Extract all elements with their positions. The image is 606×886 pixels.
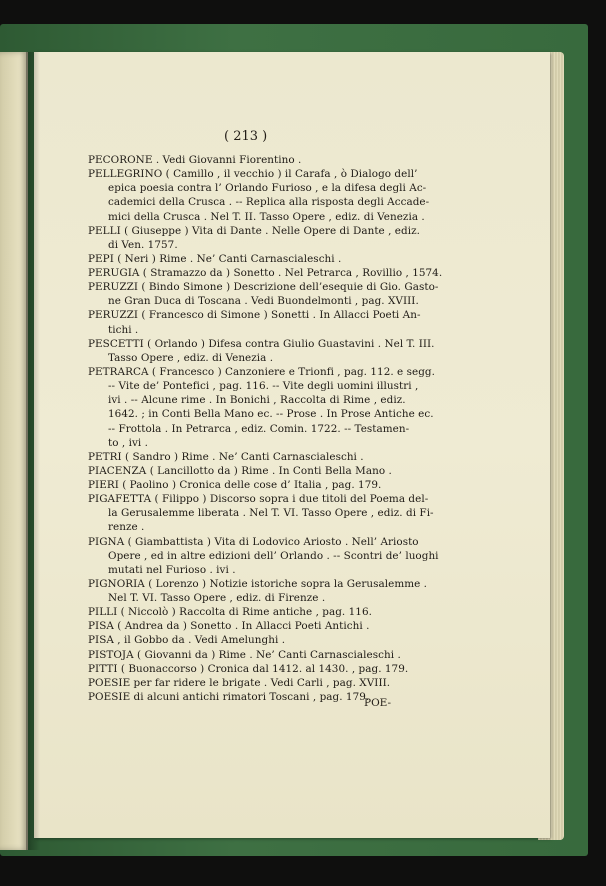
index-entry-line: PIGNA ( Giambattista ) Vita di Lodovico Ariosto . Nell’ Ariosto bbox=[88, 535, 419, 548]
index-entry-line: ivi . -- Alcune rime . In Bonichi , Raccolta di Rime , ediz. bbox=[108, 394, 406, 407]
index-entry-line: PIGAFETTA ( Filippo ) Discorso sopra i due titoli del Poema del- bbox=[88, 493, 429, 506]
index-entry-line: PECORONE . Vedi Giovanni Fiorentino . bbox=[88, 154, 302, 166]
index-entry-line: PELLEGRINO ( Camillo , il vecchio ) il Carafa , ò Dialogo dell’ bbox=[88, 168, 418, 181]
index-entry-line: tichi . bbox=[108, 323, 139, 336]
index-entry-line: PISA , il Gobbo da . Vedi Amelunghi . bbox=[88, 634, 286, 647]
index-entry-line: PERUZZI ( Bindo Simone ) Descrizione dell’esequie di Gio. Gasto- bbox=[88, 281, 439, 294]
index-entry-line: PERUZZI ( Francesco di Simone ) Sonetti . In Allacci Poeti An- bbox=[88, 309, 421, 322]
index-entry-line: Opere , ed in altre edizioni dell’ Orlando . -- Scontri de’ luoghi bbox=[108, 549, 439, 562]
index-entry-line: PETRI ( Sandro ) Rime . Ne’ Canti Carnascialeschi . bbox=[88, 450, 364, 463]
index-entry-line: PELLI ( Giuseppe ) Vita di Dante . Nelle Opere di Dante , ediz. bbox=[88, 224, 420, 237]
index-entry-line: PISTOJA ( Giovanni da ) Rime . Ne’ Canti Carnascialeschi . bbox=[88, 648, 401, 661]
index-entry-line: PISA ( Andrea da ) Sonetto . In Allacci Poeti Antichi . bbox=[88, 620, 370, 633]
page-gutter-shadow bbox=[26, 52, 40, 850]
index-entry-line: epica poesia contra l’ Orlando Furioso , e la difesa degli Ac- bbox=[108, 182, 427, 195]
index-entry-line: cademici della Crusca . -- Replica alla risposta degli Accade- bbox=[108, 196, 430, 209]
index-entry-line: mutati nel Furioso . ivi . bbox=[108, 563, 236, 576]
index-entry-line: mici della Crusca . Nel T. II. Tasso Opere , ediz. di Venezia . bbox=[108, 210, 425, 223]
page-number: ( 213 ) bbox=[224, 129, 268, 144]
index-entry-line: -- Vite de’ Pontefici , pag. 116. -- Vite degli uomini illustri , bbox=[108, 380, 419, 393]
index-entry-line: renze . bbox=[108, 521, 145, 534]
catchword: POE- bbox=[364, 697, 392, 709]
index-entry-line: PETRARCA ( Francesco ) Canzoniere e Trionfi , pag. 112. e segg. bbox=[88, 365, 435, 378]
index-entry-line: PESCETTI ( Orlando ) Difesa contra Giulio Guastavini . Nel T. III. bbox=[88, 337, 435, 350]
index-entry-line: to , ivi . bbox=[108, 436, 148, 449]
index-entry-line: PILLI ( Niccolò ) Raccolta di Rime antiche , pag. 116. bbox=[88, 606, 372, 619]
index-entry-line: PIACENZA ( Lancillotto da ) Rime . In Conti Bella Mano . bbox=[88, 464, 392, 477]
index-entry-line: Nel T. VI. Tasso Opere , ediz. di Firenze . bbox=[108, 592, 326, 605]
left-facing-page-edge bbox=[0, 52, 28, 850]
index-entry-line: 1642. ; in Conti Bella Mano ec. -- Prose . In Prose Antiche ec. bbox=[108, 408, 434, 421]
index-entry-line: PIGNORIA ( Lorenzo ) Notizie istoriche sopra la Gerusalemme . bbox=[88, 577, 428, 590]
index-entry-line: la Gerusalemme liberata . Nel T. VI. Tasso Opere , ediz. di Fi- bbox=[108, 507, 434, 520]
index-entry-line: POESIE di alcuni antichi rimatori Toscani , pag. 179. bbox=[88, 691, 370, 703]
index-entry-line: PITTI ( Buonaccorso ) Cronica dal 1412. al 1430. , pag. 179. bbox=[88, 662, 409, 675]
index-entry-line: PERUGIA ( Stramazzo da ) Sonetto . Nel Petrarca , Rovillio , 1574. bbox=[88, 267, 443, 280]
index-entry-line: ne Gran Duca di Toscana . Vedi Buondelmonti , pag. XVIII. bbox=[108, 295, 419, 308]
index-entry-line: PEPI ( Neri ) Rime . Ne’ Canti Carnascialeschi . bbox=[88, 252, 342, 265]
index-entry-line: di Ven. 1757. bbox=[108, 238, 178, 251]
index-entry-line: -- Frottola . In Petrarca , ediz. Comin. 1722. -- Testamen- bbox=[108, 422, 410, 435]
index-entry-line: POESIE per far ridere le brigate . Vedi Carli , pag. XVIII. bbox=[88, 676, 391, 689]
index-entry-line: Tasso Opere , ediz. di Venezia . bbox=[108, 351, 274, 364]
index-entry-line: PIERI ( Paolino ) Cronica delle cose d’ Italia , pag. 179. bbox=[88, 479, 382, 492]
